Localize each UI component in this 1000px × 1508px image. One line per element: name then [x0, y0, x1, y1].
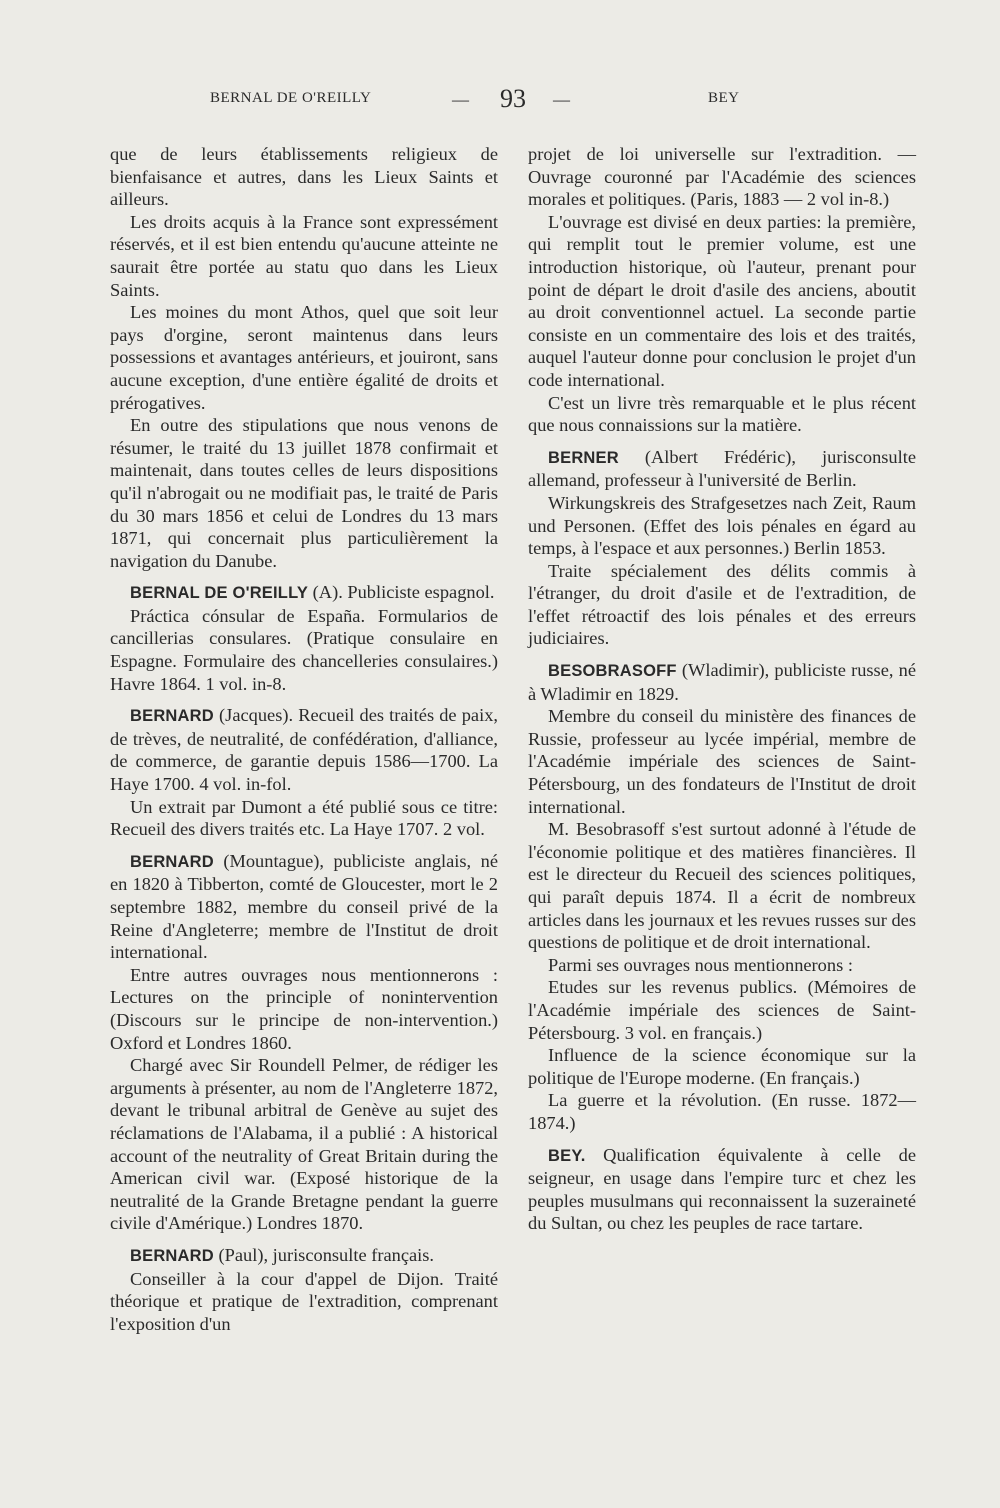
- paragraph: Les droits acquis à la France sont expressément réservés, et il est bien entendu qu'aucune atteinte ne saurait être portée au statu quo dans les Lieux Saints.: [110, 211, 498, 300]
- paragraph: Práctica cónsular de España. Formularios de cancillerias consulares. (Pratique consulaire en Espagne. Formulaire des chancelleries consulaires.) Havre 1864. 1 vol. in-8.: [110, 605, 498, 694]
- paragraph: que de leurs établissements religieux de bienfaisance et autres, dans les Lieux Saints et ailleurs.: [110, 144, 498, 210]
- paragraph: Traite spécialement des délits commis à l'étranger, du droit d'asile et de l'extradition, de l'effet rétroactif des lois pénales et des erreurs judiciaires.: [528, 560, 916, 649]
- paragraph: Conseiller à la cour d'appel de Dijon. Traité théorique et pratique de l'extradition, comprenant l'exposition d'un: [110, 1268, 498, 1334]
- entry-keyword: BEY.: [548, 1146, 586, 1165]
- paragraph: Chargé avec Sir Roundell Pelmer, de rédiger les arguments à présenter, au nom de l'Angleterre 1872, devant le tribunal arbitral de Genève au sujet des réclamations de l'Alabama, il a publié : A historical account of the neutrality of Great Britain during the American civil war. (Exposé historique de la neutralité de la Grande Bretagne pendant la guerre civile d'Amérique.) Londres 1870.: [110, 1055, 498, 1234]
- paragraph: En outre des stipulations que nous venons de résumer, le traité du 13 juillet 1878 confirmait et maintenait, dans toutes celles de leurs dispositions qu'il n'abrogait ou ne modifiait pas, le traité de Paris du 30 mars 1856 et celui de Londres du 13 mars 1871, qui concernait plus particulièrement la navigation du Danube.: [110, 415, 498, 571]
- right-column: [528, 143, 916, 1235]
- entry-keyword: BERNER: [548, 448, 619, 467]
- paragraph: M. Besobrasoff s'est surtout adonné à l'étude de l'économie politique et des matières financières. Il est le directeur du Recueil des sciences politiques, qui paraît depuis 1874. Il a écrit de nombreux articles dans les journaux et les revues russes sur des questions de politique et de droit international.: [528, 819, 916, 953]
- entry-heading: BERNAL DE O'REILLY (A). Publiciste espagnol.: [130, 582, 495, 603]
- entry-keyword: BESOBRASOFF: [548, 662, 677, 681]
- header-dash-right: —: [553, 90, 570, 109]
- paragraph: L'ouvrage est divisé en deux parties: la première, qui remplit tout le premier volume, est une introduction historique, où l'auteur, prenant pour point de départ le droit d'asile des anciens, aboutit au droit conventionnel actuel. La seconde partie consiste en un commentaire des lois et des traités, auquel l'auteur donne pour conclusion le projet d'un code international.: [528, 211, 916, 390]
- entry-heading: BERNARD (Jacques). Recueil des traités de paix, de trèves, de neutralité, de confédération, d'alliance, de commerce, de garantie depuis 1586—1700. La Haye 1700. 4 vol. in-fol.: [110, 705, 498, 795]
- entry-keyword: BERNARD: [130, 852, 214, 871]
- right-running-head: BEY: [708, 90, 740, 106]
- entry-heading: BESOBRASOFF (Wladimir), publiciste russe, né à Wladimir en 1829.: [528, 660, 916, 704]
- left-running-head: BERNAL DE O'REILLY: [210, 90, 372, 106]
- paragraph: Influence de la science économique sur la politique de l'Europe moderne. (En français.): [528, 1045, 916, 1088]
- entry-heading: BERNER (Albert Frédéric), jurisconsulte allemand, professeur à l'université de Berlin.: [528, 446, 916, 491]
- page-number: 93: [500, 84, 526, 113]
- entry-heading: BEY. Qualification équivalente à celle de seigneur, en usage dans l'empire turc et chez les peuples musulmans qui reconnaissent la suzeraineté du Sultan, ou chez les peuples de race tartare.: [528, 1144, 916, 1234]
- paragraph: Membre du conseil du ministère des finances de Russie, professeur au lycée impérial, membre de l'Académie impériale des sciences de Saint-Pétersbourg, un des fondateurs de l'Institut de droit international.: [528, 706, 916, 817]
- entry-heading: BERNARD (Paul), jurisconsulte français.: [130, 1244, 435, 1265]
- paragraph: Un extrait par Dumont a été publié sous ce titre: Recueil des divers traités etc. La Haye 1707. 2 vol.: [110, 796, 498, 840]
- paragraph: Etudes sur les revenus publics. (Mémoires de l'Académie impériale des sciences de Saint-Pétersbourg. 3 vol. en français.): [528, 977, 916, 1043]
- paragraph: La guerre et la révolution. (En russe. 1872—1874.): [528, 1090, 916, 1133]
- header-dash-left: —: [452, 90, 469, 109]
- entry-keyword: BERNARD: [130, 1246, 214, 1265]
- entry-keyword: BERNAL DE O'REILLY: [130, 584, 309, 603]
- paragraph: projet de loi universelle sur l'extradition. — Ouvrage couronné par l'Académie des sciences morales et politiques. (Paris, 1883 — 2 vol in-8.): [528, 144, 916, 210]
- left-column: [110, 143, 498, 1335]
- entry-keyword: BERNARD: [130, 707, 214, 726]
- paragraph: Parmi ses ouvrages nous mentionnerons :: [548, 954, 853, 975]
- paragraph: Wirkungskreis des Strafgesetzes nach Zeit, Raum und Personen. (Effet des lois pénales en égard au temps, à l'espace et aux personnes.) Berlin 1853.: [528, 492, 916, 559]
- running-header: [0, 86, 1000, 116]
- paragraph: Les moines du mont Athos, quel que soit leur pays d'orgine, seront maintenus dans leurs possessions et avantages antérieurs, et jouiront, sans aucune exception, d'une entière égalité de droits et prérogatives.: [110, 302, 498, 413]
- paragraph: C'est un livre très remarquable et le plus récent que nous connaissions sur la matière.: [528, 392, 916, 436]
- entry-heading: BERNARD (Mountague), publiciste anglais, né en 1820 à Tibberton, comté de Gloucester, mort le 2 septembre 1882, membre du conseil privé de la Reine d'Angleterre; membre de l'Institut de droit international.: [110, 850, 498, 963]
- paragraph: Entre autres ouvrages nous mentionnerons : Lectures on the principle of nonintervention (Discours sur le principe de non-intervention.) Oxford et Londres 1860.: [110, 964, 498, 1053]
